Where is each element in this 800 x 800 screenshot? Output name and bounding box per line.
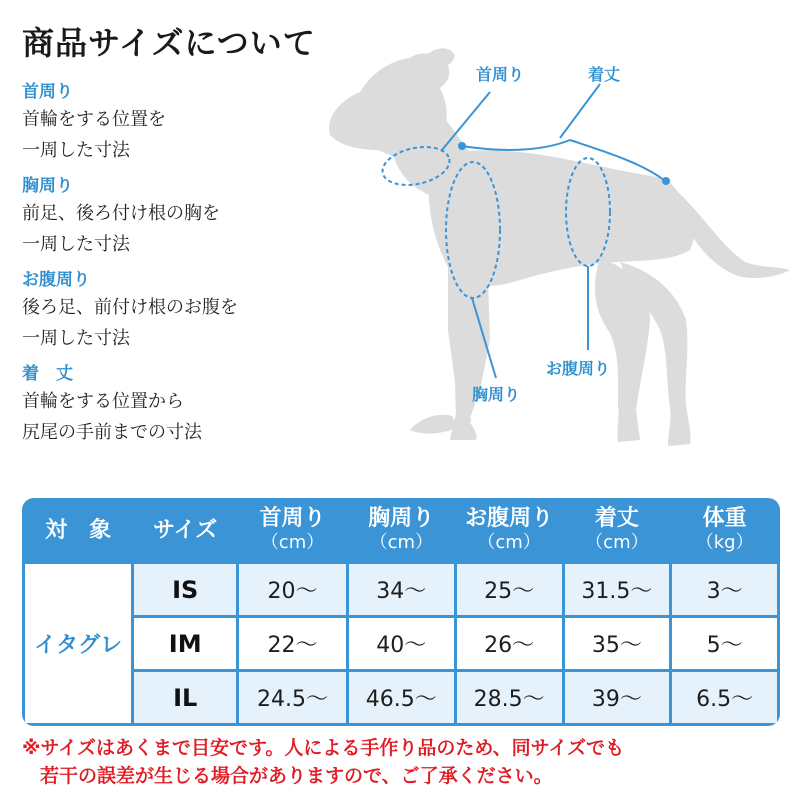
- target-cell: イタグレ: [25, 564, 131, 723]
- table-row: [25, 672, 777, 723]
- definition-heading: 首周り: [22, 82, 73, 102]
- value-cell: 25～: [457, 564, 562, 615]
- note-line-1: ※サイズはあくまで目安です。人による手作り品のため、同サイズでも: [22, 737, 625, 759]
- definition-heading: 胸周り: [22, 176, 73, 196]
- definition-length: [22, 362, 202, 448]
- definition-heading: 着 丈: [22, 364, 73, 384]
- length-start-dot: [458, 142, 466, 150]
- value-cell: 35～: [565, 618, 670, 669]
- definition-line: 前足、後ろ付け根の胸を: [22, 203, 220, 224]
- value-cell: 6.5～: [672, 672, 777, 723]
- page-title: 商品サイズについて: [22, 24, 316, 62]
- table-row: [25, 564, 777, 615]
- definition-line: 尻尾の手前までの寸法: [22, 422, 202, 443]
- header-target: 対 象: [25, 501, 131, 561]
- table-header-row: [25, 501, 777, 561]
- value-cell: 31.5～: [565, 564, 670, 615]
- label-chest: 胸周り: [472, 385, 521, 404]
- value-cell: 39～: [565, 672, 670, 723]
- value-cell: 40～: [349, 618, 454, 669]
- definition-line: 一周した寸法: [22, 140, 130, 161]
- value-cell: 26～: [457, 618, 562, 669]
- value-cell: 46.5～: [349, 672, 454, 723]
- value-cell: 24.5～: [239, 672, 346, 723]
- header-neck: 首周り （cm）: [239, 501, 346, 561]
- definition-line: 首輪をする位置から: [22, 391, 184, 412]
- size-table: [22, 498, 780, 726]
- length-end-dot: [662, 177, 670, 185]
- size-cell: IM: [134, 618, 236, 669]
- definition-heading: お腹周り: [22, 270, 90, 290]
- definition-line: 首輪をする位置を: [22, 109, 166, 130]
- header-size: サイズ: [134, 501, 236, 561]
- header-chest: 胸周り （cm）: [349, 501, 454, 561]
- definition-line: 後ろ足、前付け根のお腹を: [22, 297, 238, 318]
- label-neck: 首周り: [476, 65, 525, 84]
- definition-line: 一周した寸法: [22, 234, 130, 255]
- disclaimer-note: [22, 734, 782, 790]
- value-cell: 22～: [239, 618, 346, 669]
- header-length: 着丈 （cm）: [565, 501, 670, 561]
- size-cell: IL: [134, 672, 236, 723]
- label-length: 着丈: [588, 65, 621, 84]
- value-cell: 34～: [349, 564, 454, 615]
- table-row: [25, 618, 777, 669]
- dog-silhouette: [329, 48, 790, 446]
- value-cell: 5～: [672, 618, 777, 669]
- definition-chest: [22, 174, 220, 260]
- value-cell: 20～: [239, 564, 346, 615]
- label-belly: お腹周り: [546, 359, 611, 378]
- definition-belly: [22, 268, 238, 354]
- note-line-2: 若干の誤差が生じる場合がありますので、ご了承ください。: [40, 765, 553, 787]
- definition-neck: [22, 80, 166, 166]
- header-weight: 体重 （kg）: [672, 501, 777, 561]
- definition-line: 一周した寸法: [22, 328, 130, 349]
- value-cell: 3～: [672, 564, 777, 615]
- size-cell: IS: [134, 564, 236, 615]
- header-belly: お腹周り （cm）: [457, 501, 562, 561]
- dog-measurement-diagram: [300, 40, 800, 480]
- value-cell: 28.5～: [457, 672, 562, 723]
